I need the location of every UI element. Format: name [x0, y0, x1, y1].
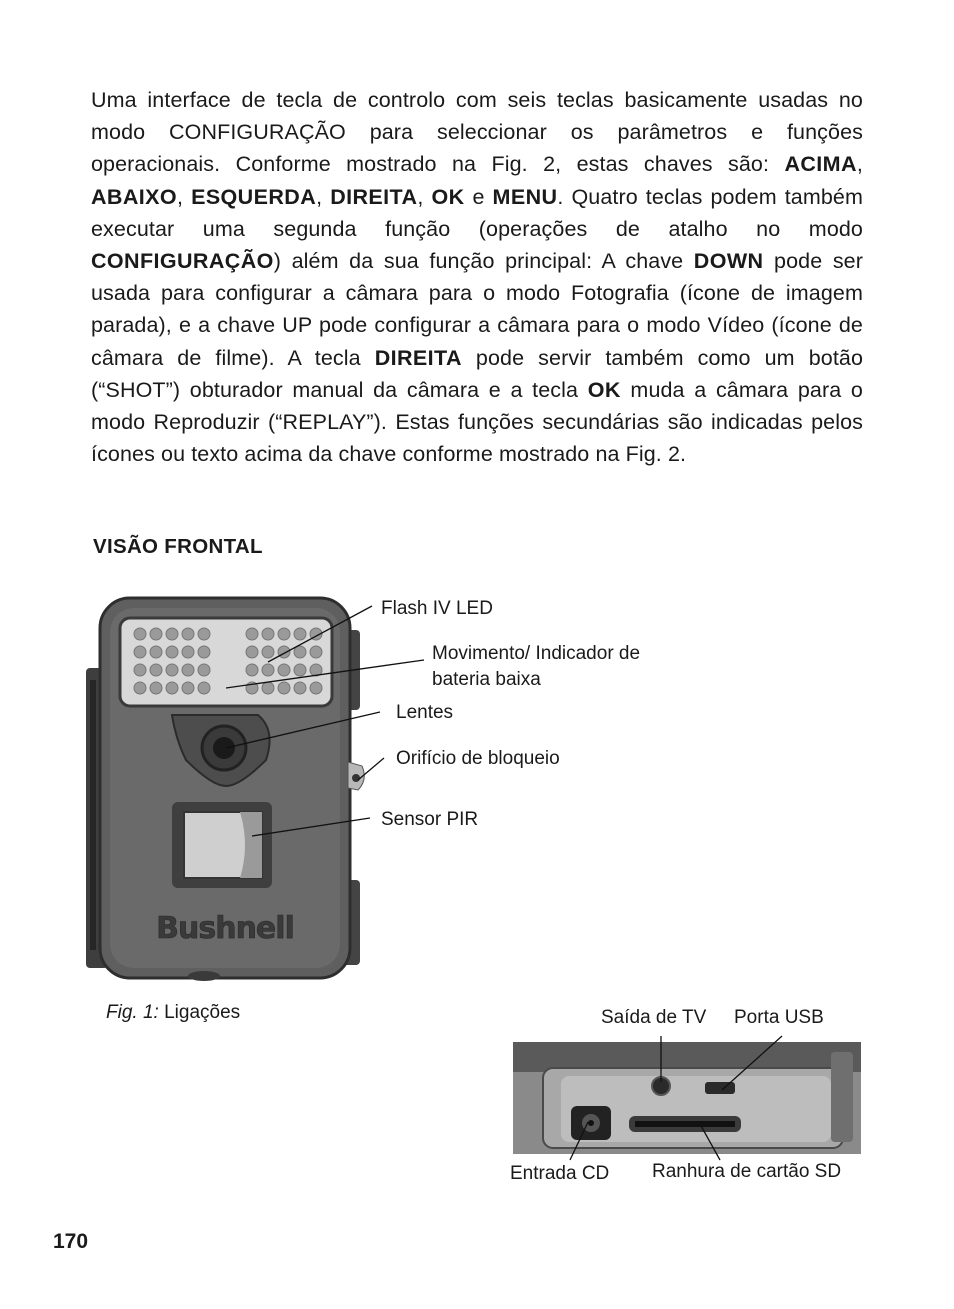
callout-sd-slot: Ranhura de cartão SD [652, 1161, 842, 1182]
callout-motion-line1: Movimento/ Indicador de [432, 643, 641, 664]
caption-text: Ligações [158, 1002, 241, 1023]
callout-lens: Lentes [396, 702, 454, 723]
text-run: , [417, 184, 432, 209]
callout-pir-sensor: Sensor PIR [381, 809, 479, 830]
bold-keyword: DOWN [693, 249, 764, 274]
brand-logo: Bushnell [156, 911, 294, 946]
callout-usb-port: Porta USB [734, 1007, 824, 1028]
bold-keyword: OK [431, 184, 465, 209]
bold-keyword: ESQUERDA [191, 184, 317, 209]
bold-keyword: CONFIGURAÇÃO [91, 249, 274, 274]
bold-keyword: DIREITA [330, 184, 418, 209]
text-run: , [856, 152, 863, 177]
page-number: 170 [53, 1230, 89, 1253]
callout-dc-input: Entrada CD [510, 1163, 610, 1184]
callout-motion-line2: bateria baixa [432, 669, 541, 690]
callout-flash-led: Flash IV LED [381, 598, 493, 619]
bold-keyword: DIREITA [374, 345, 462, 370]
text-run: , [177, 184, 192, 209]
bold-keyword: OK [587, 377, 621, 402]
text-run: pode ser usada para configurar a câmara para o modo Fotografia (ícone de imagem parada), e a chave UP pode configurar a câmara para o modo Vídeo (ícone de câmara de filme). A tecla [91, 249, 864, 370]
callout-tv-out: Saída de TV [601, 1007, 707, 1028]
callout-lock-hole: Orifício de bloqueio [396, 748, 560, 769]
text-run: e [464, 184, 493, 209]
text-run: Uma interface de tecla de controlo com seis teclas basicamente usadas no modo CONFIGURAÇÃO para seleccionar os parâmetros e funções operacionais. Conforme mostrado na Fig. 2, estas chaves são: [91, 88, 863, 177]
text-run: ) além da sua função principal: A chave [273, 249, 694, 274]
text-run: , [316, 184, 331, 209]
bold-keyword: ACIMA [784, 152, 857, 177]
bold-keyword: MENU [492, 184, 558, 209]
caption-label: Fig. 1: [106, 1002, 159, 1023]
section-title: VISÃO FRONTAL [93, 535, 263, 558]
text-run: muda a câmara para o modo Reproduzir (“REPLAY”). Estas funções secundárias são indicadas pelos ícones ou texto acima da chave conforme mostrado na Fig. 2. [91, 377, 863, 467]
text-run: pode servir também como um botão (“SHOT”) obturador manual da câmara e a tecla [91, 345, 864, 402]
text-run: . Quatro teclas podem também executar uma segunda função (operações de atalho no modo [91, 184, 863, 241]
bold-keyword: ABAIXO [91, 184, 178, 209]
